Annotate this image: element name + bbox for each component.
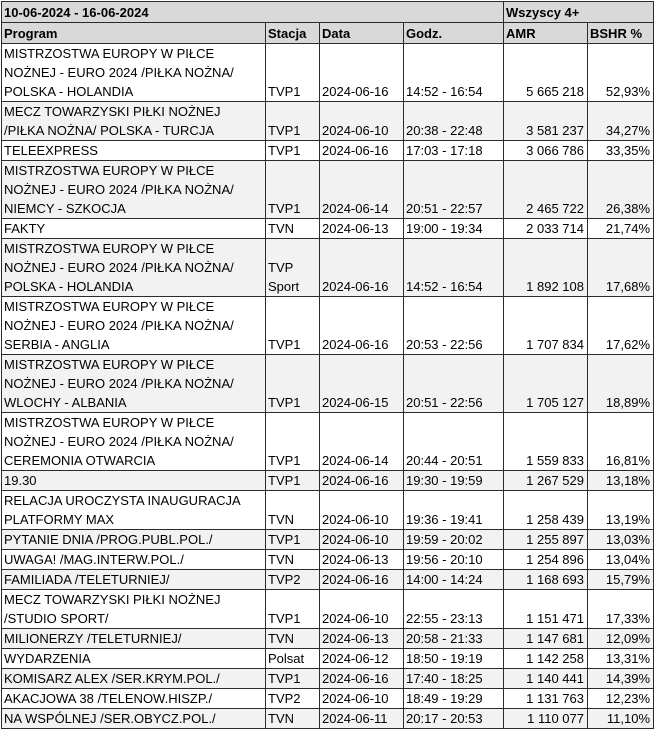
column-header-stacja: Stacja [266,23,320,44]
bshr-cell: 34,27% [588,102,654,141]
bshr-cell: 11,10% [588,709,654,729]
amr-cell: 5 665 218 [504,44,588,102]
time-cell: 19:36 - 19:41 [404,491,504,530]
station-cell: Polsat [266,649,320,669]
time-cell: 20:53 - 22:56 [404,297,504,355]
date-cell: 2024-06-16 [320,570,404,590]
amr-cell: 1 140 441 [504,669,588,689]
bshr-cell: 12,09% [588,629,654,649]
amr-cell: 1 705 127 [504,355,588,413]
bshr-cell: 13,03% [588,530,654,550]
program-cell: FAMILIADA /TELETURNIEJ/ [2,570,266,590]
column-header-bshr: BSHR % [588,23,654,44]
time-cell: 18:49 - 19:29 [404,689,504,709]
time-cell: 19:00 - 19:34 [404,219,504,239]
station-cell: TVP1 [266,590,320,629]
bshr-cell: 13,18% [588,471,654,491]
table-row [2,590,654,629]
bshr-cell: 12,23% [588,689,654,709]
program-cell: MISTRZOSTWA EUROPY W PIŁCE NOŻNEJ - EURO 2024 /PIŁKA NOŻNA/ NIEMCY - SZKOCJA [2,161,266,219]
ratings-table [1,1,654,729]
table-row [2,413,654,471]
date-cell: 2024-06-15 [320,355,404,413]
table-row [2,570,654,590]
time-cell: 20:51 - 22:57 [404,161,504,219]
time-cell: 14:52 - 16:54 [404,44,504,102]
station-cell: TVP1 [266,355,320,413]
table-row [2,161,654,219]
date-cell: 2024-06-13 [320,219,404,239]
bshr-cell: 15,79% [588,570,654,590]
bshr-cell: 17,33% [588,590,654,629]
amr-cell: 2 465 722 [504,161,588,219]
amr-cell: 1 147 681 [504,629,588,649]
program-cell: MECZ TOWARZYSKI PIŁKI NOŻNEJ /PIŁKA NOŻNA/ POLSKA - TURCJA [2,102,266,141]
amr-cell: 1 151 471 [504,590,588,629]
table-row [2,297,654,355]
program-cell: MISTRZOSTWA EUROPY W PIŁCE NOŻNEJ - EURO 2024 /PIŁKA NOŻNA/ POLSKA - HOLANDIA [2,239,266,297]
bshr-cell: 21,74% [588,219,654,239]
station-cell: TVN [266,550,320,570]
time-cell: 22:55 - 23:13 [404,590,504,629]
table-row [2,629,654,649]
program-cell: WYDARZENIA [2,649,266,669]
amr-cell: 2 033 714 [504,219,588,239]
station-cell: TVP2 [266,689,320,709]
bshr-cell: 18,89% [588,355,654,413]
date-cell: 2024-06-16 [320,44,404,102]
date-cell: 2024-06-16 [320,669,404,689]
station-cell: TVP1 [266,102,320,141]
amr-cell: 1 892 108 [504,239,588,297]
date-cell: 2024-06-13 [320,629,404,649]
column-header-amr: AMR [504,23,588,44]
station-cell: TVN [266,219,320,239]
program-cell: KOMISARZ ALEX /SER.KRYM.POL./ [2,669,266,689]
date-cell: 2024-06-16 [320,239,404,297]
amr-cell: 3 066 786 [504,141,588,161]
time-cell: 19:30 - 19:59 [404,471,504,491]
time-cell: 18:50 - 19:19 [404,649,504,669]
amr-cell: 1 255 897 [504,530,588,550]
table-row [2,689,654,709]
bshr-cell: 33,35% [588,141,654,161]
table-row [2,141,654,161]
station-cell: TVN [266,629,320,649]
bshr-cell: 16,81% [588,413,654,471]
date-cell: 2024-06-16 [320,471,404,491]
amr-cell: 1 168 693 [504,570,588,590]
table-row [2,471,654,491]
program-cell: PYTANIE DNIA /PROG.PUBL.POL./ [2,530,266,550]
date-cell: 2024-06-14 [320,161,404,219]
station-cell: TVP1 [266,669,320,689]
bshr-cell: 13,19% [588,491,654,530]
date-cell: 2024-06-13 [320,550,404,570]
bshr-cell: 17,68% [588,239,654,297]
bshr-cell: 13,31% [588,649,654,669]
amr-cell: 1 559 833 [504,413,588,471]
table-row [2,491,654,530]
date-cell: 2024-06-10 [320,530,404,550]
table-row [2,355,654,413]
period-label: 10-06-2024 - 16-06-2024 [2,2,504,23]
audience-label: Wszyscy 4+ [504,2,654,23]
amr-cell: 1 110 077 [504,709,588,729]
bshr-cell: 26,38% [588,161,654,219]
table-row [2,709,654,729]
amr-cell: 3 581 237 [504,102,588,141]
column-header-godz: Godz. [404,23,504,44]
program-cell: RELACJA UROCZYSTA INAUGURACJA PLATFORMY MAX [2,491,266,530]
station-cell: TVP1 [266,530,320,550]
time-cell: 19:56 - 20:10 [404,550,504,570]
date-cell: 2024-06-14 [320,413,404,471]
amr-cell: 1 254 896 [504,550,588,570]
station-cell: TVP1 [266,44,320,102]
bshr-cell: 52,93% [588,44,654,102]
program-cell: AKACJOWA 38 /TELENOW.HISZP./ [2,689,266,709]
program-cell: MISTRZOSTWA EUROPY W PIŁCE NOŻNEJ - EURO 2024 /PIŁKA NOŻNA/ CEREMONIA OTWARCIA [2,413,266,471]
bshr-cell: 17,62% [588,297,654,355]
station-cell: TVP1 [266,141,320,161]
program-cell: TELEEXPRESS [2,141,266,161]
time-cell: 20:58 - 21:33 [404,629,504,649]
amr-cell: 1 131 763 [504,689,588,709]
date-cell: 2024-06-10 [320,102,404,141]
station-cell: TVP2 [266,570,320,590]
program-cell: 19.30 [2,471,266,491]
program-cell: NA WSPÓLNEJ /SER.OBYCZ.POL./ [2,709,266,729]
table-row [2,550,654,570]
program-cell: MISTRZOSTWA EUROPY W PIŁCE NOŻNEJ - EURO 2024 /PIŁKA NOŻNA/ WLOCHY - ALBANIA [2,355,266,413]
amr-cell: 1 707 834 [504,297,588,355]
date-cell: 2024-06-10 [320,689,404,709]
time-cell: 14:00 - 14:24 [404,570,504,590]
amr-cell: 1 142 258 [504,649,588,669]
time-cell: 14:52 - 16:54 [404,239,504,297]
table-row [2,239,654,297]
program-cell: FAKTY [2,219,266,239]
station-cell: TVN [266,709,320,729]
table-row [2,219,654,239]
program-cell: MILIONERZY /TELETURNIEJ/ [2,629,266,649]
date-cell: 2024-06-10 [320,590,404,629]
date-cell: 2024-06-12 [320,649,404,669]
station-cell: TVP1 [266,413,320,471]
time-cell: 17:40 - 18:25 [404,669,504,689]
bshr-cell: 14,39% [588,669,654,689]
column-header-row [2,23,654,44]
station-cell: TVP1 [266,297,320,355]
program-cell: MISTRZOSTWA EUROPY W PIŁCE NOŻNEJ - EURO 2024 /PIŁKA NOŻNA/ SERBIA - ANGLIA [2,297,266,355]
station-cell: TVP1 [266,161,320,219]
table-row [2,44,654,102]
time-cell: 17:03 - 17:18 [404,141,504,161]
table-row [2,530,654,550]
date-cell: 2024-06-16 [320,141,404,161]
time-cell: 20:38 - 22:48 [404,102,504,141]
amr-cell: 1 258 439 [504,491,588,530]
time-cell: 20:44 - 20:51 [404,413,504,471]
time-cell: 20:51 - 22:56 [404,355,504,413]
table-row [2,669,654,689]
station-cell: TVP1 [266,471,320,491]
program-cell: MISTRZOSTWA EUROPY W PIŁCE NOŻNEJ - EURO 2024 /PIŁKA NOŻNA/ POLSKA - HOLANDIA [2,44,266,102]
program-cell: UWAGA! /MAG.INTERW.POL./ [2,550,266,570]
station-cell: TVP Sport [266,239,320,297]
column-header-data: Data [320,23,404,44]
column-header-program: Program [2,23,266,44]
time-cell: 19:59 - 20:02 [404,530,504,550]
amr-cell: 1 267 529 [504,471,588,491]
bshr-cell: 13,04% [588,550,654,570]
date-cell: 2024-06-11 [320,709,404,729]
station-cell: TVN [266,491,320,530]
time-cell: 20:17 - 20:53 [404,709,504,729]
program-cell: MECZ TOWARZYSKI PIŁKI NOŻNEJ /STUDIO SPORT/ [2,590,266,629]
date-cell: 2024-06-16 [320,297,404,355]
table-row [2,102,654,141]
period-header-row [2,2,654,23]
table-row [2,649,654,669]
date-cell: 2024-06-10 [320,491,404,530]
